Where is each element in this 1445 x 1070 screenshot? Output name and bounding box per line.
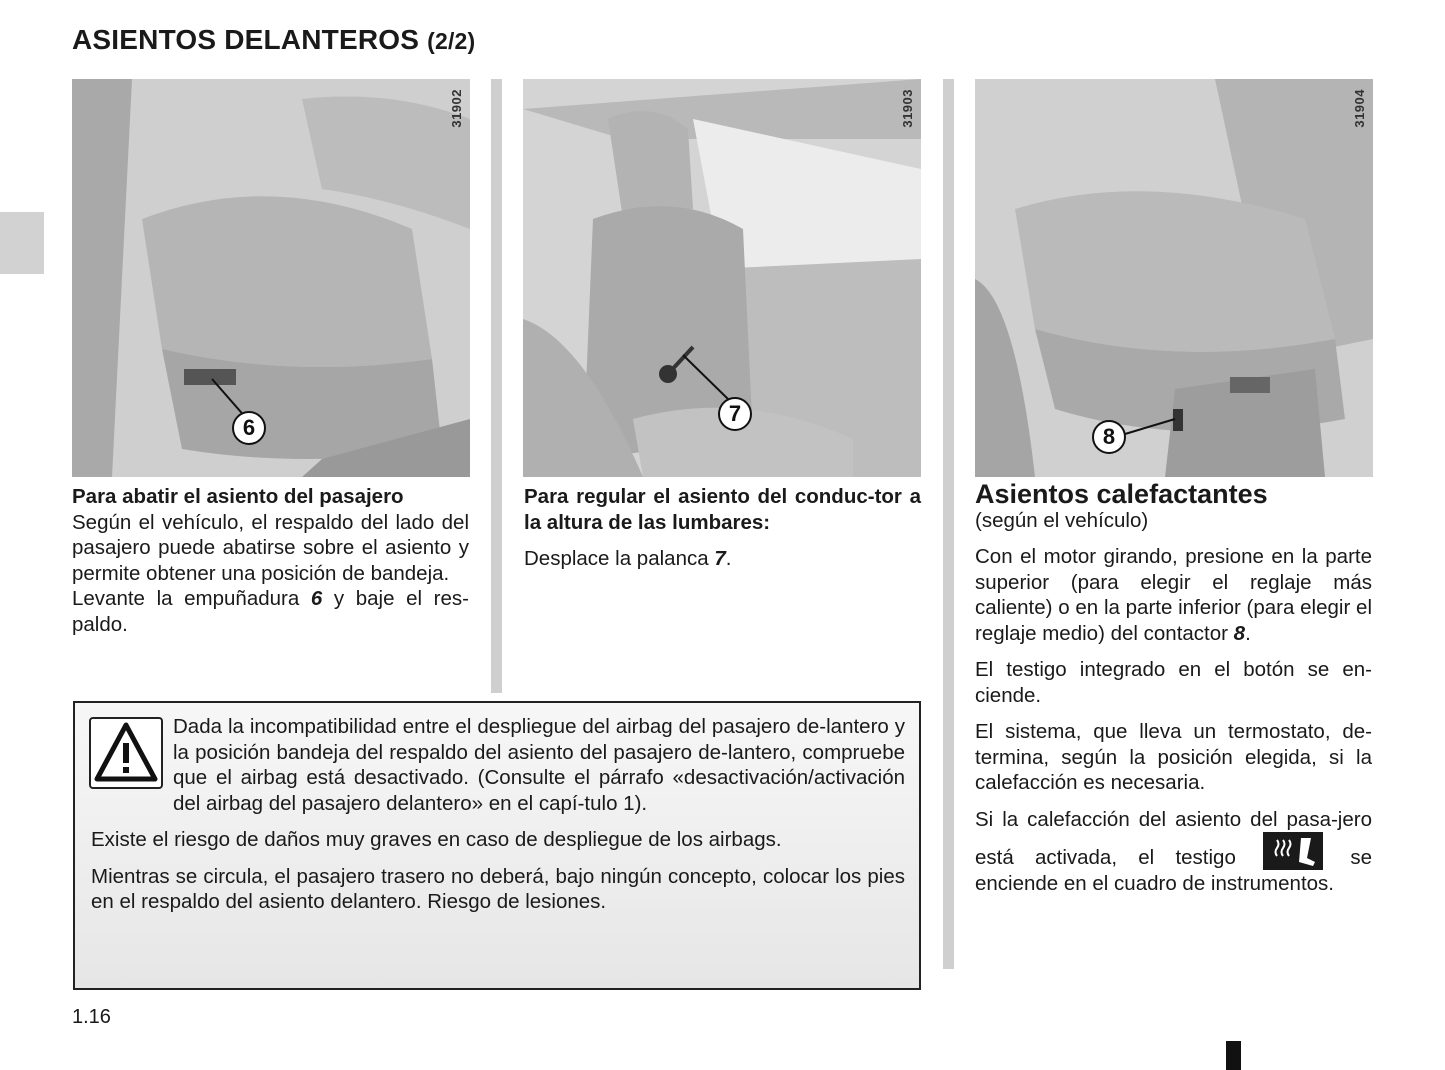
warning-paragraph: Dada la incompatibilidad entre el despliegue del airbag del pasajero de-lantero y la posición bandeja del respaldo del asiento del pasajero de-lantero, compruebe que el airbag está desactivado. (Consulte el párrafo «desactivación/activación del airbag del pasajero delantero» en el capí-tulo 1). [173,715,905,815]
figure-heated-seat-switch [975,79,1373,477]
paragraph: Según el vehículo, el respaldo del lado del pasajero puede abatirse sobre el asiento y permite obtener una posición de bandeja. [72,510,469,585]
section-heading: Para regular el asiento del conduc-tor a la altura de las lumbares: [524,485,921,534]
heated-seats-section [975,479,1372,907]
page-corner-marker [1226,1041,1241,1070]
figure-driver-lumbar [523,79,921,477]
section-heading: Para abatir el asiento del pasajero [72,485,404,508]
heated-seat-illustration [975,79,1373,477]
driver-lumbar-instructions [524,484,921,583]
paragraph: Con el motor girando, presione en la parte superior (para elegir el reglaje más caliente) o en la parte inferior (para elegir el reglaje medio) del contactor 8. [975,545,1372,645]
figure-reference-number: 31902 [449,89,464,128]
paragraph: El sistema, que lleva un termostato, de-termina, según la posición elegida, si la calefacción es necesaria. [975,720,1372,794]
page-number: 1.16 [72,1006,111,1028]
column-divider [491,79,502,693]
section-heading: Asientos calefactantes [975,479,1268,509]
warning-paragraph: Existe el riesgo de daños muy graves en caso de despliegue de los airbags. [91,828,782,851]
section-tab-marker [0,212,44,274]
passenger-seat-instructions [72,484,469,637]
paragraph: Si la calefacción del asiento del pasa-jero está activada, el testigo se enciende en el cuadro de instrumentos. [975,807,1372,895]
page-title-part: (2/2) [427,28,476,54]
callout-6: 6 [232,411,266,445]
warning-text [91,714,905,926]
column-divider [943,79,954,969]
page-title-text: ASIENTOS DELANTEROS [72,24,420,55]
paragraph: Levante la empuñadura 6 y baje el res-paldo. [72,587,469,636]
airbag-warning-box [73,701,921,990]
section-subheading: (según el vehículo) [975,508,1149,532]
reference-8: 8 [1233,621,1246,645]
paragraph: Desplace la palanca 7. [524,547,732,570]
page-title [72,24,475,56]
heated-seat-warning-light-icon [1263,832,1323,870]
warning-paragraph: Mientras se circula, el pasajero trasero no deberá, bajo ningún concepto, colocar los pies en el respaldo del asiento delantero. Riesgo de lesiones. [91,864,905,913]
callout-7: 7 [718,397,752,431]
reference-7: 7 [714,547,726,570]
figure-reference-number: 31904 [1352,89,1367,128]
figure-reference-number: 31903 [900,89,915,128]
callout-8: 8 [1092,420,1126,454]
reference-6: 6 [310,587,323,610]
paragraph: El testigo integrado en el botón se en-ciende. [975,658,1372,707]
figure-passenger-seat-fold [72,79,470,477]
passenger-seat-illustration [72,79,470,477]
